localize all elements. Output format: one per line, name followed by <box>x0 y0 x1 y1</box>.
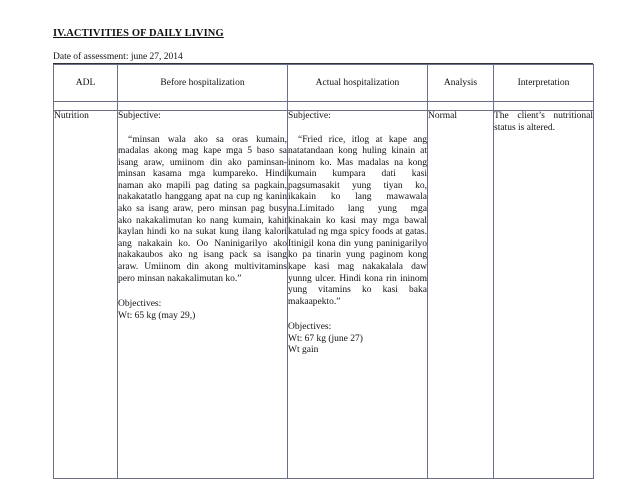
interpretation-cell: The client’s nutritional status is altered. <box>494 111 594 479</box>
adl-cell: Nutrition <box>54 111 118 479</box>
section-title: IV.ACTIVITIES OF DAILY LIVING <box>53 28 224 39</box>
header-adl: ADL <box>54 65 118 102</box>
before-subjective-quote: “minsan wala ako sa oras kumain, madalas akong mag kape mga 5 baso sa isang araw, umiinom din ako paminsan-minsan kasama mga kumpareko. Hindi naman ako mapili pag dating sa pagkain, nakakatatlo hanggang apat na cup ng kanin ako sa isang araw, pero minsan pag busy ako nakakalimutan ko nang kumain, kahit kaylan hindi ko na sukat kung ilang kalori ang nakakain ko. Oo Naninigarilyo ako nakakaubos ako ng isang pack sa isang araw. Umiinom din akong multivitamins pero minsan nakakalimutan ko.” <box>118 134 287 284</box>
before-objectives-label: Objectives: <box>118 299 162 310</box>
before-objective-item: Wt: 65 kg (may 29,) <box>118 310 196 321</box>
spacer-row <box>54 102 594 111</box>
actual-hospitalization-cell <box>288 111 428 479</box>
header-analysis: Analysis <box>428 65 494 102</box>
table-row <box>54 111 594 479</box>
analysis-cell: Normal <box>428 111 494 479</box>
actual-subjective-quote: “Fried rice, itlog at kape ang natatandaan kong huling kinain at ininom ko. Mas madalas na kong kumain kumpara dati kasi pagsumasakit yung tiyan ko, ikakain ko lang mawawala na.Limitado lang yung mga kinakain ko kasi may mga bawal katulad ng mga spicy foods at gatas. Itinigil kona din yung paninigarilyo ko pa tinarin yung paginom kong kape kasi mag nakakalala daw yunng ulcer. Hindi kona rin ininom yung vitamins ko kasi baka makaapekto.” <box>288 134 427 307</box>
actual-objective-item: Wt gain <box>288 345 319 356</box>
actual-objectives-label: Objectives: <box>288 322 332 333</box>
before-subjective-label: Subjective: <box>118 111 161 121</box>
header-actual-hospitalization: Actual hospitalization <box>288 65 428 102</box>
before-hospitalization-cell <box>118 111 288 479</box>
actual-objective-item: Wt: 67 kg (june 27) <box>288 333 363 344</box>
header-interpretation: Interpretation <box>494 65 594 102</box>
table-header-row <box>54 65 594 102</box>
date-of-assessment: Date of assessment: june 27, 2014 <box>53 52 593 64</box>
header-before-hospitalization: Before hospitalization <box>118 65 288 102</box>
adl-table <box>53 64 594 479</box>
actual-subjective-label: Subjective: <box>288 111 331 121</box>
